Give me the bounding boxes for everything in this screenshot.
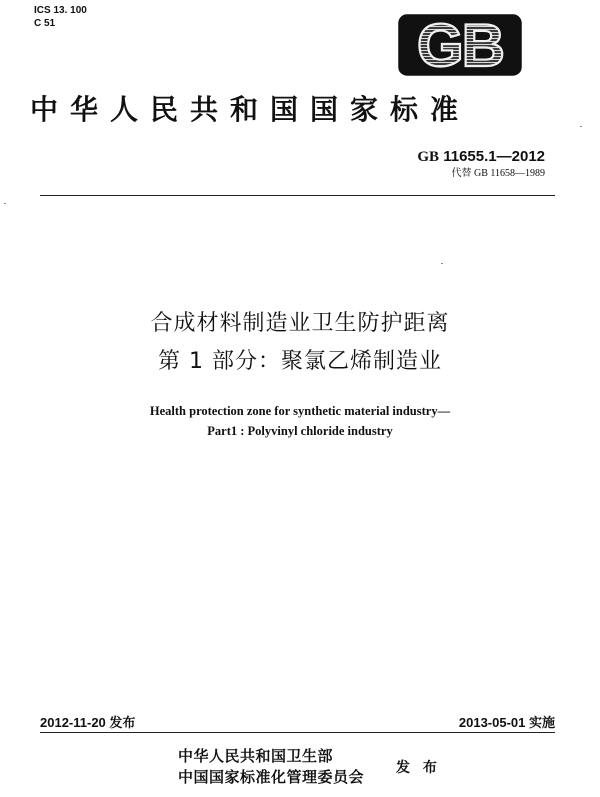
ccs-code: C 51	[34, 18, 56, 29]
issue-date: 2012-11-20 发布	[40, 715, 136, 730]
standard-prefix: GB	[417, 149, 440, 165]
gb-logo-text: GB	[417, 14, 503, 76]
ics-code: ICS 13. 100	[34, 5, 87, 16]
title-cn-line2: 第 1 部分：聚氯乙烯制造业	[158, 349, 442, 374]
title-en-line1: Health protection zone for synthetic material industry—	[149, 404, 451, 418]
standard-number	[417, 148, 545, 166]
replaces-standard: 代替 GB 11658—1989	[451, 168, 545, 179]
issuing-bodies	[178, 746, 364, 788]
issuer-sac: 中国国家标准化管理委员会	[178, 768, 365, 786]
gb-logo	[398, 14, 522, 76]
implementation-date: 2013-05-01 实施	[458, 715, 555, 730]
publish-label: 发 布	[396, 760, 441, 776]
classification-codes	[34, 4, 87, 30]
title-cn-line1: 合成材料制造业卫生防护距离	[150, 311, 450, 336]
title-en-line2: Part1 : Polyvinyl chloride industry	[207, 424, 393, 438]
standard-number-block	[417, 148, 545, 180]
scan-speck	[580, 126, 582, 127]
standard-type-heading: 中华人民共和国国家标准	[30, 93, 471, 126]
issuer-ministry: 中华人民共和国卫生部	[178, 747, 334, 765]
scan-speck	[4, 203, 6, 204]
header-divider	[40, 195, 555, 196]
scan-speck	[441, 263, 443, 264]
standard-code: 11655.1—2012	[443, 148, 545, 165]
footer-divider	[40, 732, 555, 733]
